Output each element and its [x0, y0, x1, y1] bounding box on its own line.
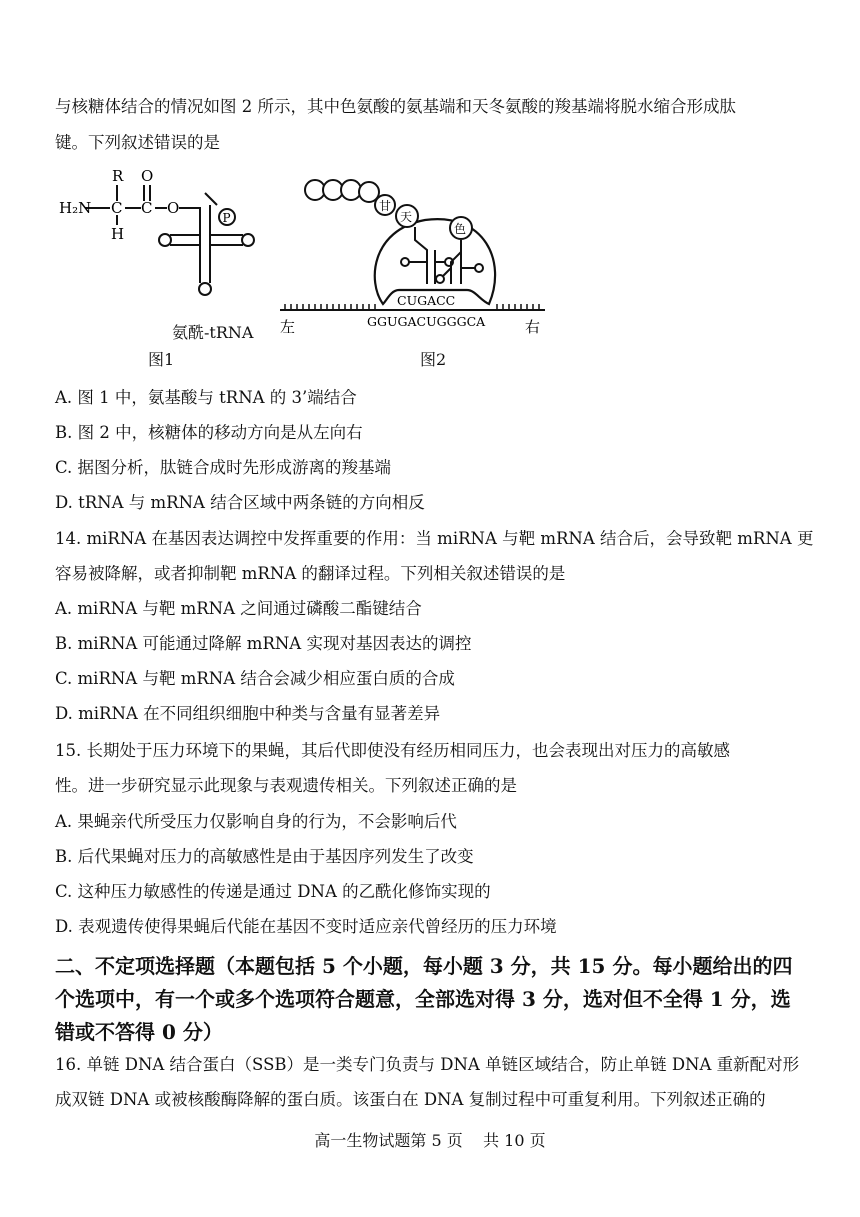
- aa-gan-label: 甘: [379, 199, 392, 213]
- q15-option-d: D. 表观遗传使得果蝇后代能在基因不变时适应亲代曾经历的压力环境: [55, 917, 557, 936]
- q14-stem-line1: 14. miRNA 在基因表达调控中发挥重要的作用：当 miRNA 与靶 mRNA 结合后，会导致靶 mRNA 更: [55, 529, 814, 548]
- figure-1-label: 氨酰-tRNA: [172, 323, 254, 342]
- q13-option-c: C. 据图分析，肽链合成时先形成游离的羧基端: [55, 458, 392, 477]
- atom-o: O: [141, 167, 154, 185]
- q13-option-a: A. 图 1 中，氨基酸与 tRNA 的 3’端结合: [55, 388, 357, 407]
- q15-option-c: C. 这种压力敏感性的传递是通过 DNA 的乙酰化修饰实现的: [55, 882, 491, 901]
- q13-option-b: B. 图 2 中，核糖体的移动方向是从左向右: [55, 423, 363, 442]
- q15-stem-line2: 性。进一步研究显示此现象与表观遗传相关。下列叙述正确的是: [55, 776, 517, 795]
- section-2-heading-line1: 二、不定项选择题（本题包括 5 个小题，每小题 3 分，共 15 分。每小题给出的四: [55, 954, 793, 978]
- figure-2-caption: 图2: [420, 350, 447, 369]
- atom-r: R: [112, 167, 124, 185]
- q14-option-c: C. miRNA 与靶 mRNA 结合会减少相应蛋白质的合成: [55, 669, 455, 688]
- atom-c-alpha: C: [111, 199, 123, 217]
- atom-h2n: H₂N: [59, 199, 92, 217]
- phosphate-label: P: [222, 211, 231, 225]
- page-footer: 高一生物试题第 5 页 共 10 页: [314, 1131, 546, 1150]
- q16-stem-line1: 16. 单链 DNA 结合蛋白（SSB）是一类专门负责与 DNA 单链区域结合，防止单链 DNA 重新配对形: [55, 1055, 800, 1074]
- anticodon-text: CUGACC: [397, 293, 456, 308]
- section-2-heading-line3: 错或不答得 0 分）: [55, 1020, 223, 1044]
- direction-left: 左: [280, 318, 296, 336]
- q16-stem-line2: 成双链 DNA 或被核酸酶降解的蛋白质。该蛋白在 DNA 复制过程中可重复利用。下列叙述正确的: [55, 1090, 766, 1109]
- mrna-sequence: GGUGACUGGGCA: [367, 314, 486, 329]
- direction-right: 右: [525, 318, 541, 336]
- q13-stem-line1: 与核糖体结合的情况如图 2 所示，其中色氨酸的氨基端和天冬氨酸的羧基端将脱水缩合形成肽: [55, 97, 736, 116]
- q15-option-a: A. 果蝇亲代所受压力仅影响自身的行为，不会影响后代: [55, 812, 457, 831]
- q13-option-d: D. tRNA 与 mRNA 结合区域中两条链的方向相反: [55, 493, 425, 512]
- atom-c-carbonyl: C: [141, 199, 153, 217]
- figure-1-caption: 图1: [148, 350, 175, 369]
- q15-option-b: B. 后代果蝇对压力的高敏感性是由于基因序列发生了改变: [55, 847, 474, 866]
- aa-se-label: 色: [454, 222, 467, 236]
- q14-option-a: A. miRNA 与靶 mRNA 之间通过磷酸二酯键结合: [55, 599, 422, 618]
- figure-1-aminoacyl-trna: [55, 165, 265, 305]
- atom-o-ester: O: [167, 199, 180, 217]
- section-2-heading-line2: 个选项中，有一个或多个选项符合题意，全部选对得 3 分，选对但不全得 1 分，选: [55, 987, 791, 1011]
- aa-tian-label: 天: [400, 210, 413, 224]
- q15-stem-line1: 15. 长期处于压力环境下的果蝇，其后代即使没有经历相同压力，也会表现出对压力的高敏感: [55, 741, 730, 760]
- atom-h: H: [111, 225, 125, 243]
- q14-option-b: B. miRNA 可能通过降解 mRNA 实现对基因表达的调控: [55, 634, 472, 653]
- q14-option-d: D. miRNA 在不同组织细胞中种类与含量有显著差异: [55, 704, 441, 723]
- q14-stem-line2: 容易被降解，或者抑制靶 mRNA 的翻译过程。下列相关叙述错误的是: [55, 564, 566, 583]
- figure-2-ribosome: [275, 172, 555, 347]
- q13-stem-line2: 键。下列叙述错误的是: [55, 133, 220, 152]
